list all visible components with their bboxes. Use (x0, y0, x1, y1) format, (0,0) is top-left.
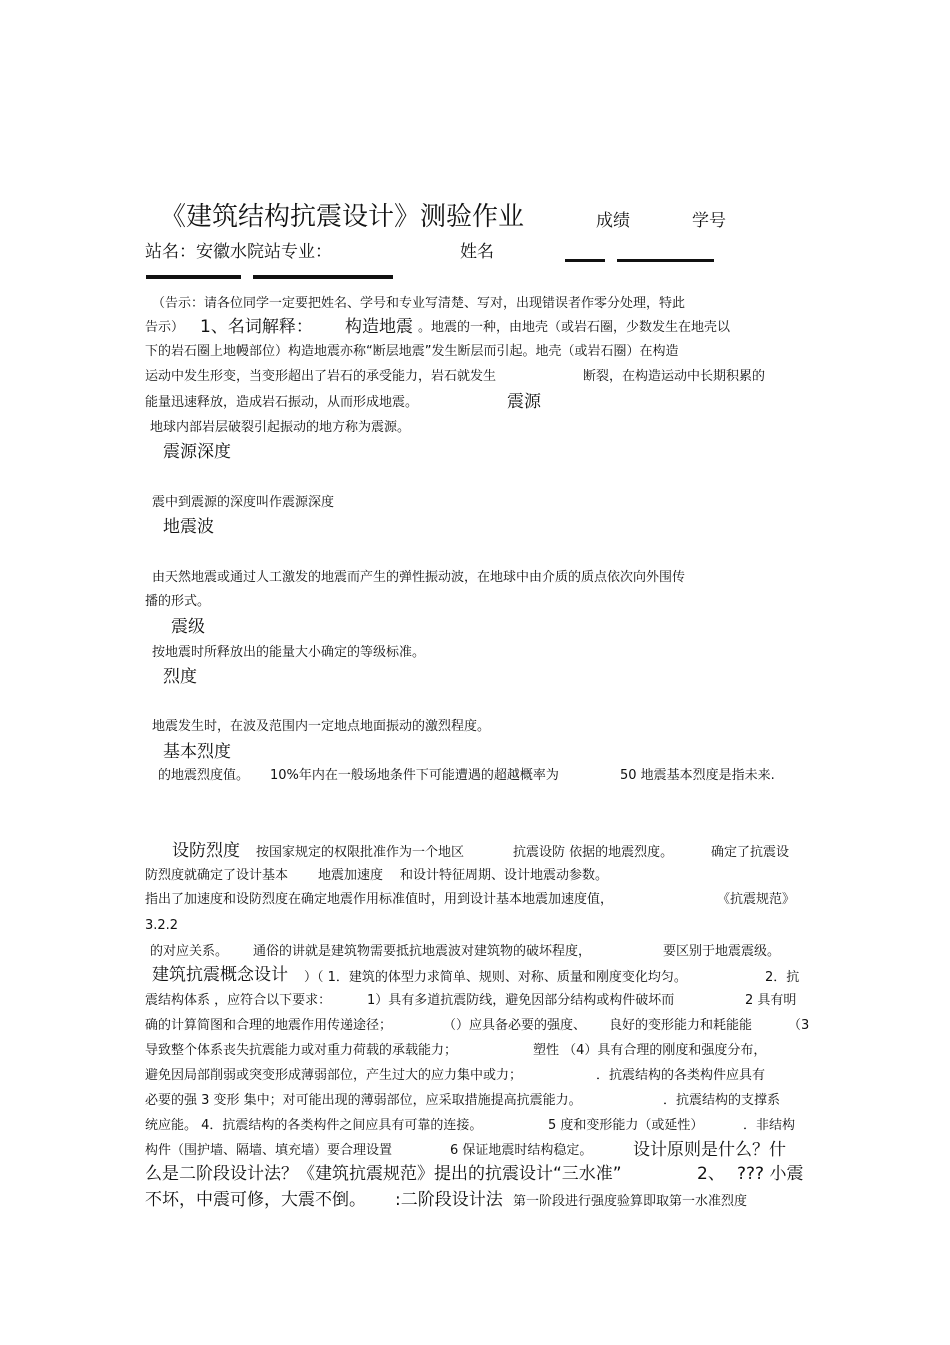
definition-line: ．非结构 (743, 1118, 796, 1133)
question-text: 么是二阶段设计法？《建筑抗震规范》提出的抗震设计“三水准” (145, 1164, 622, 1184)
term-focus: 震源 (507, 392, 541, 412)
blank-line (565, 259, 605, 262)
notice-line: （告示：请各位同学一定要把姓名、学号和专业写清楚、写对，出现错误者作零分处理，特此 (152, 296, 686, 311)
answer-text: 不坏，中震可修，大震不倒。 (145, 1190, 366, 1210)
definition-line: 确定了抗震设 (711, 845, 790, 860)
definition-line: 的地震烈度值。 (158, 768, 250, 783)
definition-line: 震中到震源的深度叫作震源深度 (152, 495, 335, 510)
definition-line: 防烈度就确定了设计基本 (145, 868, 289, 883)
definition-line: 抗震设防 依据的地震烈度。 (513, 845, 674, 860)
definition-line: 断裂，在构造运动中长期积累的 (583, 369, 766, 384)
definition-line: 按国家规定的权限批准作为一个地区 (256, 845, 465, 860)
term-basic-intensity: 基本烈度 (163, 742, 231, 762)
definition-line: 6 保证地震时结构稳定。 (450, 1143, 593, 1158)
definition-line: 必要的强 3 变形 集中；对可能出现的薄弱部位，应采取措施提高抗震能力。 (145, 1093, 582, 1108)
definition-line: 50 地震基本烈度是指未来. (620, 768, 775, 783)
definition-line: 指出了加速度和设防烈度在确定地震作用标准值时，用到设计基本地震加速度值， (145, 892, 614, 907)
definition-line: （）应具备必要的强度、 (443, 1018, 587, 1033)
definition-line: 1）具有多道抗震防线，避免因部分结构或构件破坏而 (367, 993, 675, 1008)
definition-line: 震结构体系 ，应符合以下要求： (145, 993, 332, 1008)
definition-line: ．抗震结构的支撑系 (663, 1093, 781, 1108)
page-title: 《建筑结构抗震设计》测验作业 (160, 202, 525, 232)
definition-line: 导致整个体系丧失抗震能力或对重力荷载的承载能力； (145, 1043, 458, 1058)
definition-line: 地震加速度 (318, 868, 384, 883)
definition-line: 播的形式。 (145, 594, 211, 609)
name-label: 姓名 (460, 242, 494, 262)
definition-line: （3 (788, 1018, 810, 1033)
term-intensity: 烈度 (163, 667, 197, 687)
definition-line: 构件（围护墙、隔墙、填充墙）要合理设置 (145, 1143, 393, 1158)
question-number: 2、 (697, 1164, 725, 1184)
definition-line: 。地震的一种，由地壳（或岩石圈，少数发生在地壳以 (418, 320, 731, 335)
section-heading: 1、名词解释： (200, 317, 313, 337)
definition-line: 能量迅速释放，造成岩石振动，从而形成地震。 (145, 395, 419, 410)
definition-line: 5 度和变形能力（或延性） (548, 1118, 704, 1133)
student-id-label: 学号 (692, 211, 726, 231)
blank-line (617, 259, 714, 262)
definition-line: 《抗震规范》 (717, 892, 796, 907)
term-magnitude: 震级 (171, 617, 205, 637)
definition-line: 地球内部岩层破裂引起振动的地方称为震源。 (150, 420, 411, 435)
definition-line: 统应能。 4．抗震结构的各类构件之间应具有可靠的连接。 (145, 1118, 483, 1133)
question-text: ??? 小震 (737, 1164, 804, 1184)
definition-line: 通俗的讲就是建筑物需要抵抗地震波对建筑物的破坏程度， (253, 944, 592, 959)
definition-line: 地震发生时，在波及范围内一定地点地面振动的激烈程度。 (152, 719, 491, 734)
definition-line: 和设计特征周期、设计地震动参数。 (400, 868, 609, 883)
definition-line: 3.2.2 (145, 918, 179, 933)
definition-line: 确的计算简图和合理的地震作用传递途径； (145, 1018, 393, 1033)
notice-line: 告示） (145, 320, 185, 335)
answer-text: :二阶段设计法 (395, 1190, 503, 1210)
term-focal-depth: 震源深度 (163, 442, 231, 462)
question-text: 设计原则是什么？什 (633, 1140, 786, 1160)
definition-line: 10%年内在一般场地条件下可能遭遇的超越概率为 (270, 768, 559, 783)
definition-line: 由天然地震或通过人工激发的地震而产生的弹性振动波，在地球中由介质的质点依次向外围传 (152, 570, 686, 585)
definition-line: 2．抗 (765, 970, 800, 985)
term-fortification-intensity: 设防烈度 (172, 841, 240, 861)
station-label: 站名：安徽水院站专业： (145, 242, 332, 262)
definition-line: 要区别于地震震级。 (663, 944, 781, 959)
blank-line (146, 275, 241, 279)
term-tectonic-earthquake: 构造地震 (345, 317, 413, 337)
definition-line: ．抗震结构的各类构件应具有 (596, 1068, 766, 1083)
definition-line: 避免因局部削弱或突变形成薄弱部位，产生过大的应力集中或力； (145, 1068, 523, 1083)
definition-line: 良好的变形能力和耗能能 (609, 1018, 753, 1033)
answer-text: 第一阶段进行强度验算即取第一水准烈度 (513, 1194, 748, 1209)
term-seismic-wave: 地震波 (163, 517, 214, 537)
definition-line: 下的岩石圈上地幔部位）构造地震亦称“断层地震”发生断层而引起。地壳（或岩石圈）在构造 (145, 344, 679, 359)
definition-line: ）（ 1．建筑的体型力求简单、规则、对称、质量和刚度变化均匀。 (304, 970, 687, 985)
blank-line (253, 275, 393, 279)
definition-line: 2 具有明 (745, 993, 797, 1008)
definition-line: 按地震时所释放出的能量大小确定的等级标准。 (152, 645, 426, 660)
score-label: 成绩 (596, 211, 630, 231)
definition-line: 塑性 （4）具有合理的刚度和强度分布， (533, 1043, 767, 1058)
definition-line: 运动中发生形变，当变形超出了岩石的承受能力，岩石就发生 (145, 369, 497, 384)
term-conceptual-design: 建筑抗震概念设计 (152, 965, 288, 985)
definition-line: 的对应关系。 (150, 944, 229, 959)
